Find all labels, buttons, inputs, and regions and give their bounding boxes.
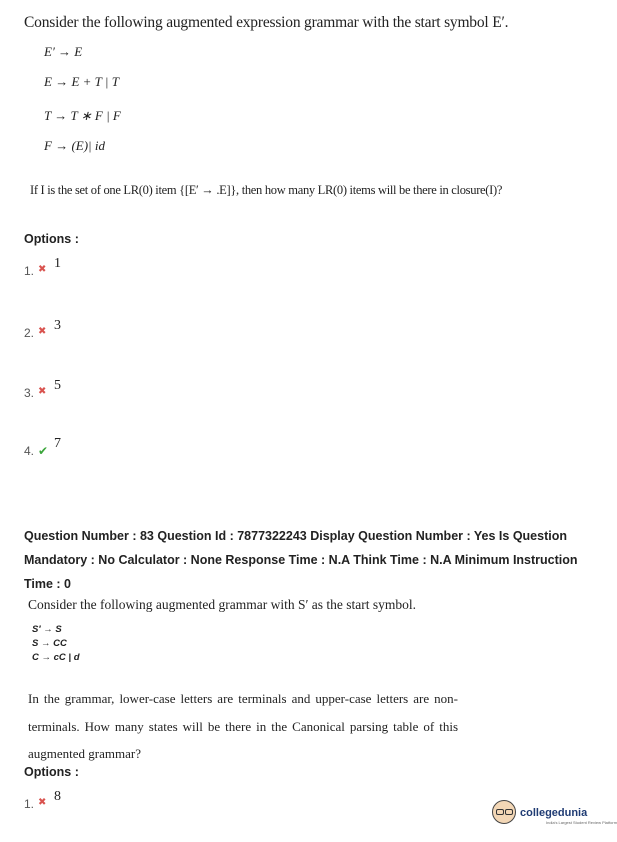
- question-2-stem: Consider the following augmented grammar with S′ as the start symbol.: [28, 597, 417, 612]
- grammar-rule-2: E → E + T | T: [44, 74, 119, 89]
- question-1-stem: Consider the following augmented expression grammar with the start symbol E′.: [24, 14, 509, 31]
- check-icon: ✔: [38, 444, 49, 458]
- cross-icon: ✖: [38, 797, 47, 808]
- option-4-correct[interactable]: [24, 436, 62, 460]
- option-value: 7: [54, 436, 62, 451]
- grammar-rule-1: E′ → E: [44, 44, 83, 59]
- option-number: 3.: [24, 386, 35, 400]
- grammar-rule-3: T → T ∗ F | F: [44, 108, 121, 123]
- option-value: 8: [54, 789, 62, 804]
- grammar-rule-3: C → cC | d: [32, 652, 80, 663]
- option-number: 4.: [24, 444, 35, 458]
- grammar-rule-2: S → CC: [32, 638, 67, 649]
- option-value: 5: [54, 378, 62, 393]
- option-value: 1: [54, 256, 62, 271]
- question-meta: Question Number : 83 Question Id : 7877322243 Display Question Number : Yes Is Question Mandatory : No Calculator : None Response Time : N.A Think Time : N.A Minimum Instruction Time : 0: [24, 529, 578, 591]
- question-1-text: If I is the set of one LR(0) item {[E′ → .E]}, then how many LR(0) items will be there in closure(I)?: [30, 183, 503, 197]
- options-heading: Options :: [24, 765, 79, 779]
- option-3[interactable]: [24, 378, 62, 402]
- mascot-icon: [492, 800, 516, 824]
- option-1[interactable]: [24, 256, 62, 280]
- option-value: 3: [54, 318, 62, 333]
- options-heading: Options :: [24, 232, 79, 246]
- cross-icon: ✖: [38, 264, 47, 275]
- option-number: 1.: [24, 797, 35, 811]
- option-number: 2.: [24, 326, 35, 340]
- logo-tagline: India's Largest Student Review Platform: [546, 820, 617, 825]
- grammar-rule-4: F → (E)| id: [44, 138, 105, 153]
- logo-name: collegedunia: [520, 807, 588, 819]
- question-2-text: In the grammar, lower-case letters are terminals and upper-case letters are non-terminals. How many states will be there in the Canonical parsing table of this augmented grammar?: [28, 691, 458, 761]
- option-number: 1.: [24, 264, 35, 278]
- grammar-rule-1: S′ → S: [32, 624, 62, 635]
- option-2[interactable]: [24, 318, 62, 342]
- collegedunia-logo: [492, 800, 617, 825]
- option-1[interactable]: [24, 789, 62, 813]
- cross-icon: ✖: [38, 326, 47, 337]
- cross-icon: ✖: [38, 386, 47, 397]
